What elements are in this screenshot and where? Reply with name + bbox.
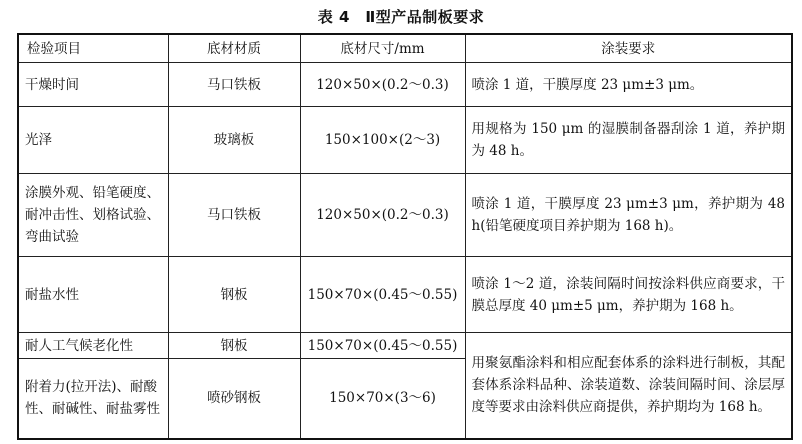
header-size: 底材尺寸/mm bbox=[300, 34, 465, 63]
cell-size: 150×100×(2～3) bbox=[300, 107, 465, 174]
header-coating: 涂装要求 bbox=[465, 34, 792, 63]
cell-coating: 用规格为 150 μm 的湿膜制备器刮涂 1 道，养护期为 48 h。 bbox=[465, 107, 792, 174]
cell-material: 钢板 bbox=[168, 257, 300, 333]
cell-item: 耐盐水性 bbox=[18, 257, 168, 333]
cell-size: 120×50×(0.2～0.3) bbox=[300, 174, 465, 257]
cell-item: 光泽 bbox=[18, 107, 168, 174]
cell-material: 马口铁板 bbox=[168, 63, 300, 107]
cell-material: 马口铁板 bbox=[168, 174, 300, 257]
requirements-table bbox=[17, 33, 793, 440]
cell-coating: 喷涂 1 道，干膜厚度 23 μm±3 μm，养护期为 48 h(铅笔硬度项目养护期为 168 h)。 bbox=[465, 174, 792, 257]
cell-size: 150×70×(3～6) bbox=[300, 359, 465, 439]
cell-coating-merged: 用聚氨酯涂料和相应配套体系的涂料进行制板，其配套体系涂料品种、涂装道数、涂装间隔时间、涂层厚度等要求由涂料供应商提供，养护期均为 168 h。 bbox=[465, 333, 792, 439]
header-item: 检验项目 bbox=[18, 34, 168, 63]
cell-item: 涂膜外观、铅笔硬度、耐冲击性、划格试验、弯曲试验 bbox=[18, 174, 168, 257]
table-header-row bbox=[18, 34, 792, 63]
cell-material: 钢板 bbox=[168, 333, 300, 359]
cell-size: 120×50×(0.2～0.3) bbox=[300, 63, 465, 107]
cell-size: 150×70×(0.45～0.55) bbox=[300, 257, 465, 333]
table-row bbox=[18, 174, 792, 257]
cell-item: 干燥时间 bbox=[18, 63, 168, 107]
table-caption: 表 4 Ⅱ型产品制板要求 bbox=[317, 8, 485, 26]
cell-coating: 喷涂 1～2 道，涂装间隔时间按涂料供应商要求，干膜总厚度 40 μm±5 μm，养护期为 168 h。 bbox=[465, 257, 792, 333]
cell-item: 附着力(拉开法)、耐酸性、耐碱性、耐盐雾性 bbox=[18, 359, 168, 439]
table-row bbox=[18, 63, 792, 107]
cell-material: 玻璃板 bbox=[168, 107, 300, 174]
table-row bbox=[18, 257, 792, 333]
cell-material: 喷砂钢板 bbox=[168, 359, 300, 439]
cell-item: 耐人工气候老化性 bbox=[18, 333, 168, 359]
table-row bbox=[18, 107, 792, 174]
cell-coating: 喷涂 1 道，干膜厚度 23 μm±3 μm。 bbox=[465, 63, 792, 107]
header-material: 底材材质 bbox=[168, 34, 300, 63]
cell-size: 150×70×(0.45～0.55) bbox=[300, 333, 465, 359]
table-row bbox=[18, 333, 792, 359]
